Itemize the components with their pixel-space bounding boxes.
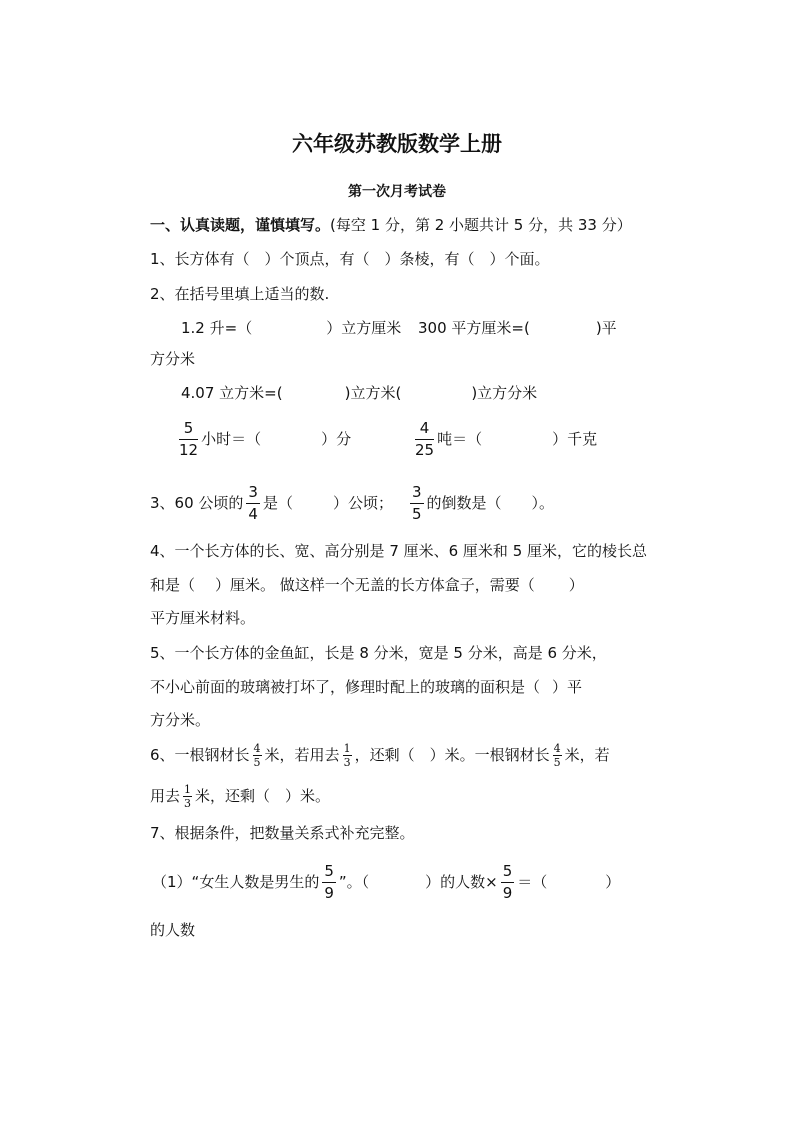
question-7-sub-1-cont: 的人数 <box>150 921 196 939</box>
q2-c-unit-1: )立方米( <box>344 384 402 402</box>
q3-text-b: 是（ <box>262 494 293 512</box>
q2-d-unit: ）分 <box>321 430 352 448</box>
question-6-line-1: 6、一根钢材长 $\frac{4}{5}$ 米，若用去 $\frac{1}{3}$ ，还剩（ ）米。一根钢材长 $\frac{4}{5}$ 米，若 <box>150 742 610 769</box>
fraction-1-3-b: $\frac{1}{3}$ <box>184 783 192 810</box>
q2-item-b-cont: 方分米 <box>150 350 196 368</box>
q2-c-text: 4.07 立方米=( <box>181 384 283 402</box>
section-1-heading <box>150 215 632 235</box>
question-6-line-2: 用去 $\frac{1}{3}$ 米，还剩（ ）米。 <box>150 783 331 810</box>
fraction-3-4: $\frac{3}{4}$ <box>248 483 258 523</box>
question-3 <box>150 480 554 526</box>
q2-item-c <box>181 383 537 403</box>
question-1: 1、长方体有（ ）个顶点，有（ ）条棱，有（ ）个面。 <box>150 250 550 268</box>
q2-e-unit: ）千克 <box>552 430 598 448</box>
q2-e-text: 吨＝（ <box>437 430 483 448</box>
fraction-5-9: $\frac{5}{9}$ <box>324 862 334 902</box>
q2-item-a <box>181 318 401 338</box>
fraction-3-5: $\frac{3}{5}$ <box>411 483 422 523</box>
question-4-line-1: 4、一个长方体的长、宽、高分别是 7 厘米、6 厘米和 5 厘米，它的棱长总 <box>150 542 648 560</box>
fraction-4-5: $\frac{4}{5}$ <box>253 742 261 769</box>
question-7-sub-1: （1）“女生人数是男生的 $\frac{5}{9}$ ”。（ ）的人数× $\frac{5}{9}$ ＝（ ） <box>152 862 621 902</box>
q2-a-text: 1.2 升=（ <box>181 319 253 337</box>
fraction-4-5-b: $\frac{4}{5}$ <box>553 742 561 769</box>
question-2: 2、在括号里填上适当的数. <box>150 285 330 303</box>
question-4-line-2: 和是（ ）厘米。 做这样一个无盖的长方体盒子，需要（ ） <box>150 576 584 594</box>
question-5-line-3: 方分米。 <box>150 711 211 729</box>
q3-text-e: ）。 <box>531 494 555 512</box>
fraction-1-3: $\frac{1}{3}$ <box>343 742 351 769</box>
page-title: 六年级苏教版数学上册 <box>292 132 502 156</box>
q2-item-d <box>176 416 351 462</box>
question-7: 7、根据条件，把数量关系式补充完整。 <box>150 824 415 842</box>
question-4-line-3: 平方厘米材料。 <box>150 609 256 627</box>
q2-a-unit: ）立方厘米 <box>326 319 402 337</box>
q2-item-b <box>418 318 617 338</box>
q2-c-unit-2: )立方分米 <box>471 384 538 402</box>
question-5-line-2: 不小心前面的玻璃被打坏了，修理时配上的玻璃的面积是（ ）平 <box>150 678 583 696</box>
section-1-title: 一、认真读题，谨慎填写。 <box>150 216 331 234</box>
q2-b-unit: )平 <box>595 319 617 337</box>
fraction-5-12: $\frac{5}{12}$ <box>179 419 199 459</box>
q3-text-a: 3、60 公顷的 <box>150 494 244 512</box>
fraction-4-25: $\frac{4}{25}$ <box>415 419 435 459</box>
q2-item-e <box>412 416 597 462</box>
page-subtitle: 第一次月考试卷 <box>348 184 446 200</box>
q2-b-text: 300 平方厘米=( <box>418 319 530 337</box>
q2-d-text: 小时＝（ <box>201 430 262 448</box>
section-1-note: (每空 1 分，第 2 小题共计 5 分，共 33 分） <box>330 216 632 234</box>
fraction-5-9-b: $\frac{5}{9}$ <box>502 862 513 902</box>
question-5-line-1: 5、一个长方体的金鱼缸，长是 8 分米，宽是 5 分米，高是 6 分米， <box>150 644 607 662</box>
q3-text-d: 的倒数是（ <box>426 494 502 512</box>
q3-text-c: ）公顷； <box>332 494 393 512</box>
